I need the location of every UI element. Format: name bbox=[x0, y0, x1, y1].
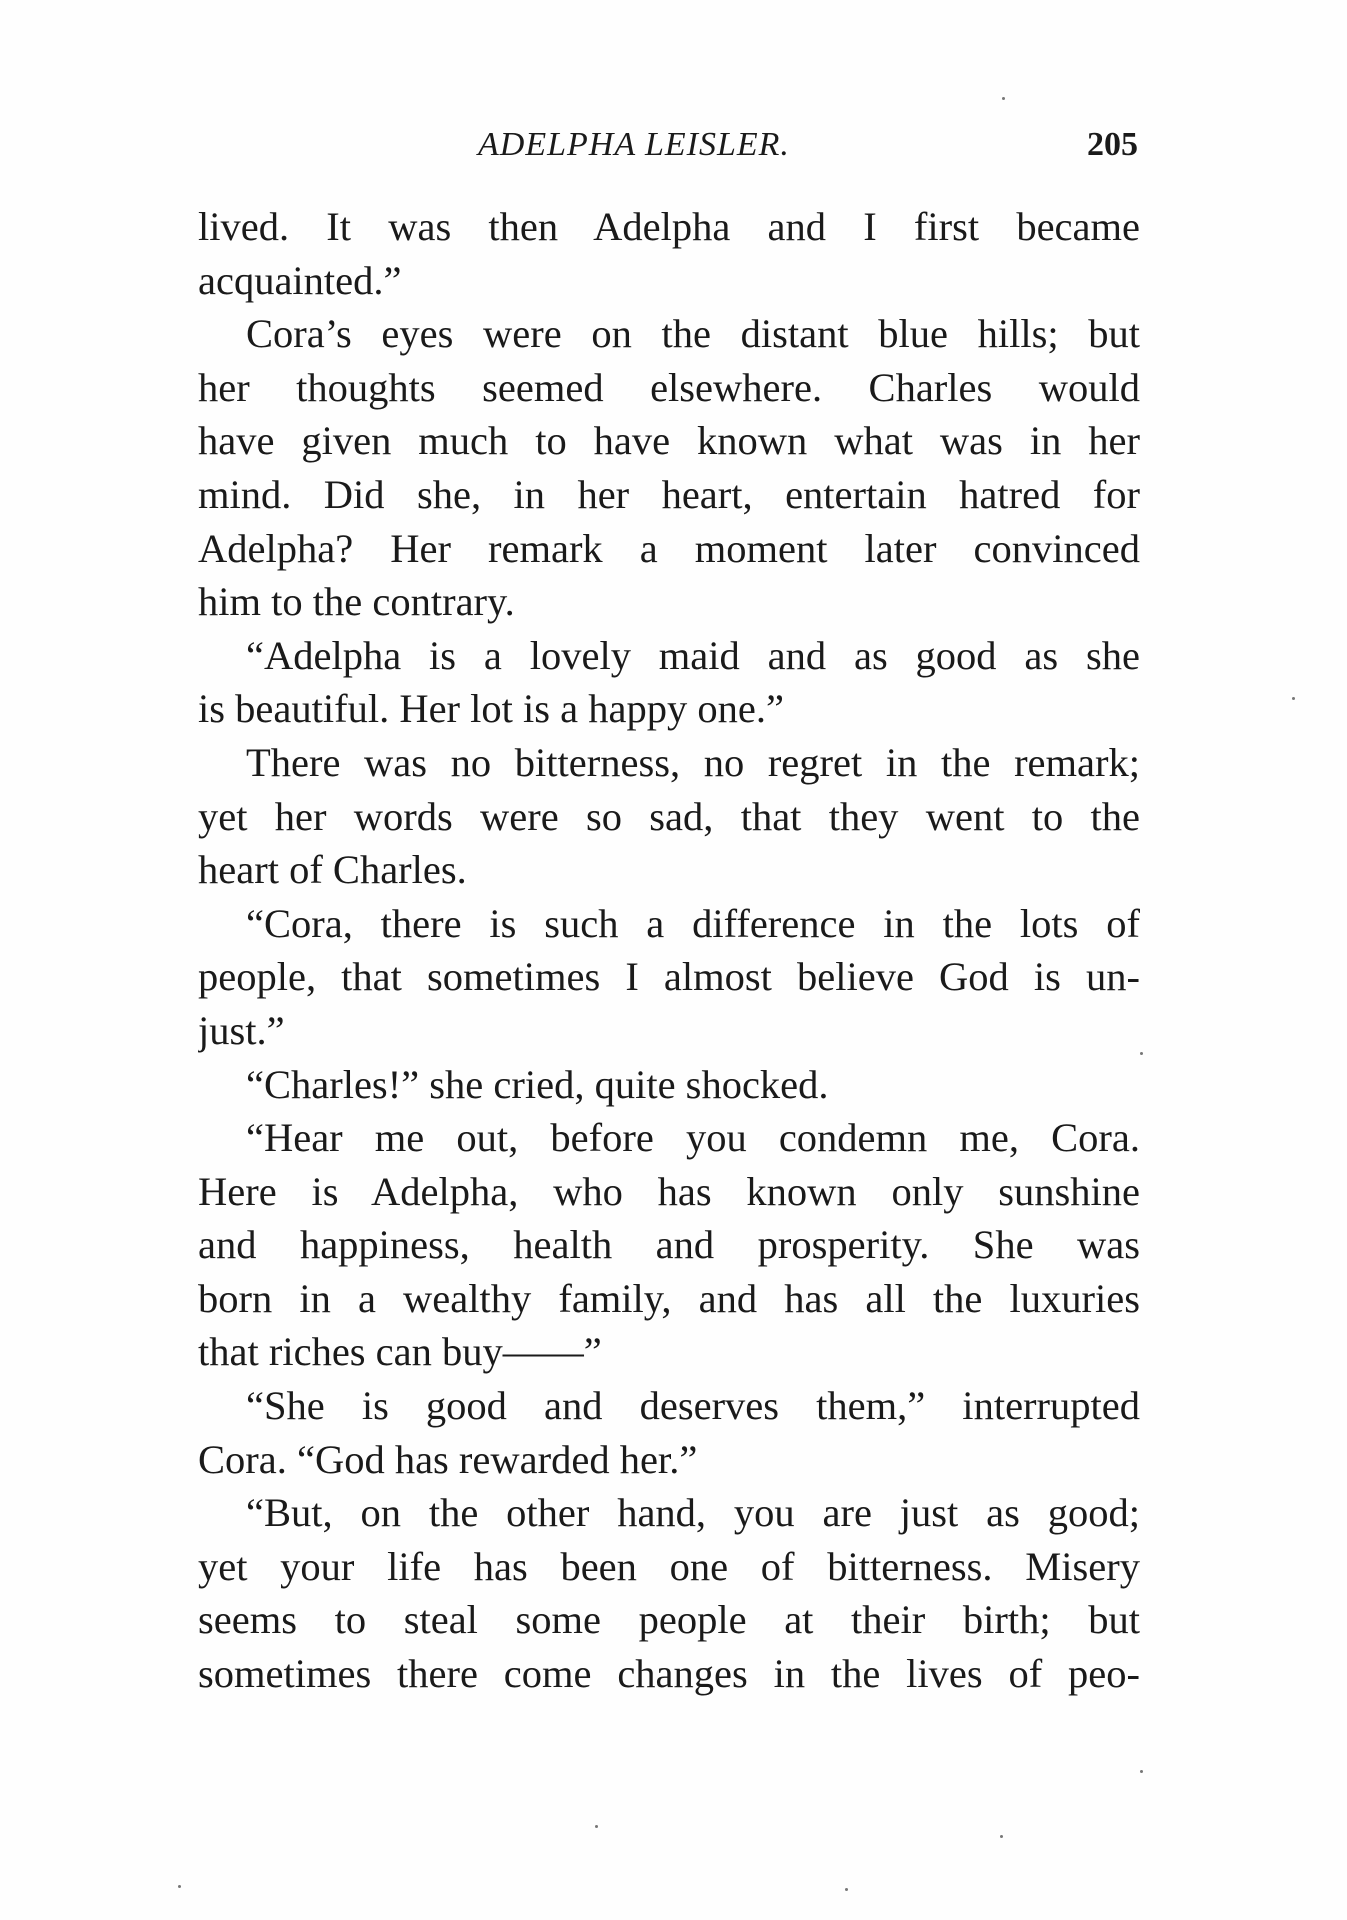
paper-speck bbox=[1140, 1052, 1143, 1055]
text-line: born in a wealthy family, and has all the luxuries bbox=[198, 1275, 1140, 1321]
body-text bbox=[198, 200, 1140, 1701]
page-number: 205 bbox=[1087, 126, 1138, 163]
text-line: There was no bitterness, no regret in the remark; bbox=[246, 739, 1140, 785]
text-line: “But, on the other hand, you are just as good; bbox=[246, 1490, 1140, 1536]
text-line: Here is Adelpha, who has known only sunshine bbox=[198, 1168, 1140, 1214]
text-line: Cora. “God has rewarded her.” bbox=[198, 1436, 698, 1482]
text-line: people, that sometimes I almost believe God is un- bbox=[198, 954, 1140, 1000]
text-line: “Adelpha is a lovely maid and as good as she bbox=[246, 632, 1140, 678]
text-line: is beautiful. Her lot is a happy one.” bbox=[198, 686, 784, 732]
text-line: her thoughts seemed elsewhere. Charles would bbox=[198, 364, 1140, 410]
text-line: “She is good and deserves them,” interrupted bbox=[246, 1383, 1140, 1429]
text-line: him to the contrary. bbox=[198, 579, 515, 625]
running-head bbox=[198, 126, 1138, 176]
text-line: yet her words were so sad, that they went to the bbox=[198, 793, 1140, 839]
text-line: lived. It was then Adelpha and I first became bbox=[198, 204, 1140, 249]
text-line: that riches can buy——” bbox=[198, 1329, 602, 1375]
paper-speck bbox=[595, 1825, 598, 1828]
text-line: yet your life has been one of bitterness. Misery bbox=[198, 1543, 1140, 1589]
text-line: “Cora, there is such a difference in the lots of bbox=[246, 900, 1140, 946]
text-line: Cora’s eyes were on the distant blue hills; but bbox=[246, 311, 1140, 357]
text-line: “Charles!” she cried, quite shocked. bbox=[246, 1061, 829, 1107]
paper-speck bbox=[1292, 697, 1295, 700]
text-line: “Hear me out, before you condemn me, Cora. bbox=[246, 1115, 1140, 1161]
text-line: seems to steal some people at their birth; but bbox=[198, 1597, 1140, 1643]
text-line: have given much to have known what was in her bbox=[198, 418, 1140, 464]
text-line: Adelpha? Her remark a moment later convinced bbox=[198, 525, 1140, 571]
paper-speck bbox=[1000, 1835, 1003, 1838]
paper-speck bbox=[178, 1885, 181, 1888]
paper-speck bbox=[1002, 97, 1005, 100]
text-line: mind. Did she, in her heart, entertain hatred for bbox=[198, 471, 1140, 517]
text-line: heart of Charles. bbox=[198, 847, 467, 893]
running-title: ADELPHA LEISLER. bbox=[478, 126, 790, 163]
text-line: sometimes there come changes in the lives of peo- bbox=[198, 1651, 1140, 1697]
text-line: and happiness, health and prosperity. She was bbox=[198, 1222, 1140, 1268]
text-line: acquainted.” bbox=[198, 257, 402, 303]
text-line: just.” bbox=[198, 1007, 285, 1053]
paper-speck bbox=[1140, 1770, 1143, 1773]
paper-speck bbox=[845, 1888, 848, 1891]
